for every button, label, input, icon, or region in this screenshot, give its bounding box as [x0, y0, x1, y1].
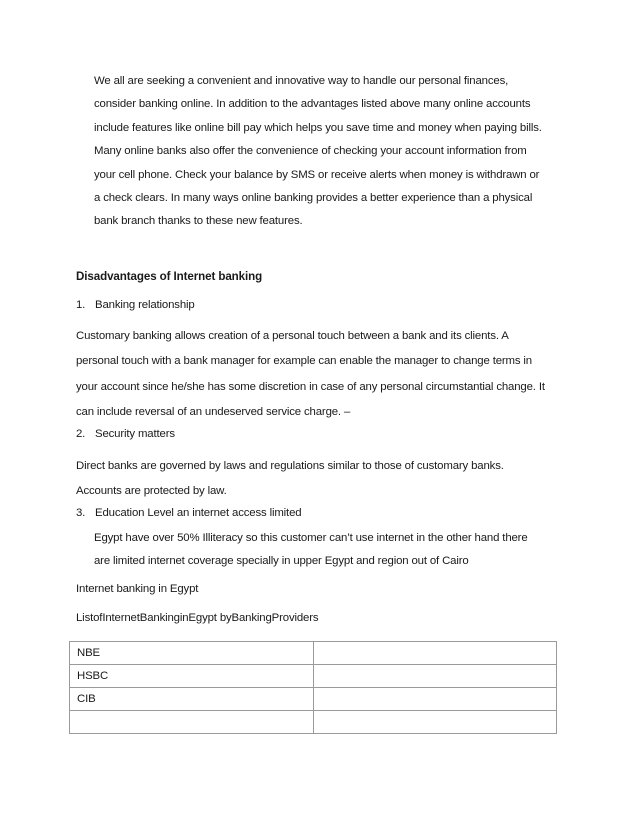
table-row	[70, 642, 557, 665]
text-line: We all are seeking a convenient and innovative way to handle our personal finances,	[94, 75, 509, 87]
list-item-label: Security matters	[95, 428, 175, 440]
table-cell: HSBC	[70, 665, 314, 688]
list-item-label: Banking relationship	[95, 299, 195, 311]
table-cell	[313, 665, 557, 688]
text-line: include features like online bill pay which helps you save time and money when paying bills.	[94, 121, 542, 134]
table-cell	[313, 688, 557, 711]
table-cell: NBE	[70, 642, 314, 665]
text-line: consider banking online. In addition to the advantages listed above many online accounts	[94, 98, 531, 111]
text-line: can include reversal of an undeserved service charge. –	[76, 405, 351, 418]
text-line: personal touch with a bank manager for example can enable the manager to change terms in	[76, 355, 532, 368]
item-1-body	[76, 324, 566, 425]
table-cell: CIB	[70, 688, 314, 711]
list-heading: ListofInternetBankinginEgypt byBankingProviders	[76, 612, 319, 624]
item-2-body	[76, 454, 566, 505]
list-item-number: 3.	[76, 507, 86, 519]
text-line: Direct banks are governed by laws and regulations similar to those of customary banks.	[76, 460, 504, 472]
providers-table	[69, 641, 557, 734]
list-item-label: Education Level an internet access limited	[95, 507, 302, 519]
item-3-body	[94, 527, 564, 573]
table-cell	[313, 642, 557, 665]
text-line: bank branch thanks to these new features.	[94, 215, 303, 228]
section-heading: Disadvantages of Internet banking	[76, 270, 263, 283]
text-line: your cell phone. Check your balance by SMS or receive alerts when money is withdrawn or	[94, 168, 540, 181]
text-line: Many online banks also offer the convenience of checking your account information from	[94, 145, 527, 158]
table-cell	[313, 711, 557, 734]
egypt-heading: Internet banking in Egypt	[76, 583, 199, 595]
table-row	[70, 711, 557, 734]
text-line: Customary banking allows creation of a personal touch between a bank and its clients. A	[76, 330, 509, 342]
intro-paragraph	[94, 70, 574, 234]
list-item-number: 2.	[76, 428, 86, 440]
list-item-number: 1.	[76, 299, 86, 311]
table-row	[70, 688, 557, 711]
text-line: a check clears. In many ways online banking provides a better experience than a physical	[94, 192, 533, 205]
table-row	[70, 665, 557, 688]
text-line: are limited internet coverage specially in upper Egypt and region out of Cairo	[94, 555, 469, 567]
table-cell	[70, 711, 314, 734]
text-line: Egypt have over 50% Illiteracy so this customer can’t use internet in the other hand there	[94, 532, 528, 544]
text-line: your account since he/she has some discretion in case of any personal circumstantial change. It	[76, 380, 545, 393]
text-line: Accounts are protected by law.	[76, 485, 227, 498]
list-item-title	[76, 428, 175, 440]
list-item-title	[76, 299, 195, 311]
list-item-title	[76, 507, 301, 519]
